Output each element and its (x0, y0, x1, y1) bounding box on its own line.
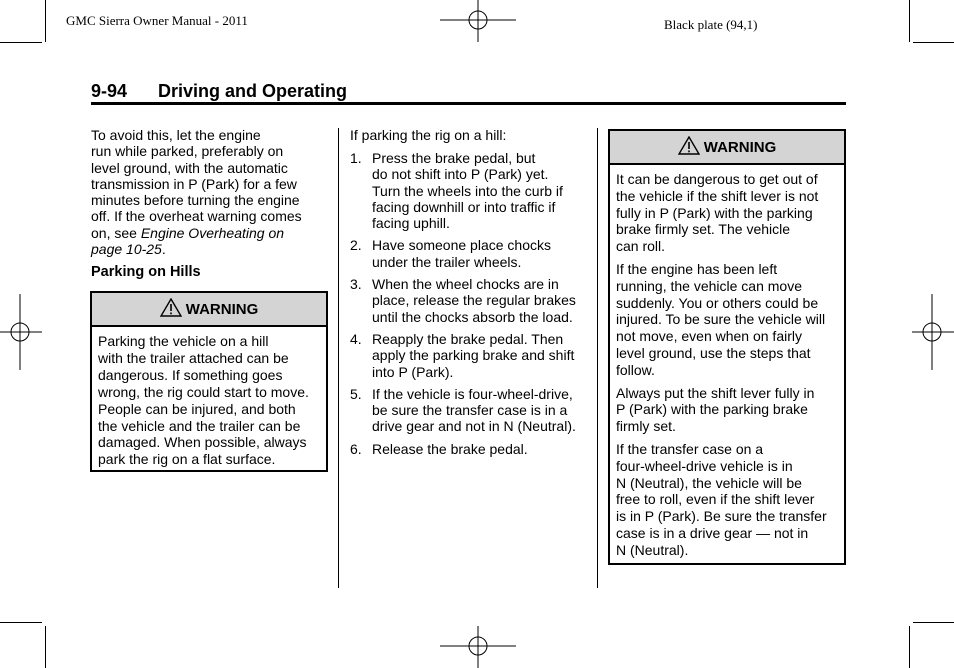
text-line: fully in P (Park) with the parking (616, 204, 813, 221)
text-line: under the trailer wheels. (372, 253, 522, 270)
text-line: drive gear and not in N (Neutral). (372, 418, 576, 435)
list-item (350, 441, 590, 457)
registration-mark-left (0, 294, 42, 370)
crop-mark (909, 0, 910, 42)
plate-label: Black plate (94,1) (664, 17, 758, 32)
text-line: It can be dangerous to get out of (616, 171, 818, 187)
text-line: free to roll, even if the shift lever (616, 491, 815, 508)
page-number: 9-94 (91, 81, 128, 101)
text-line: transmission in P (Park) for a few (91, 175, 297, 192)
text-line: If the engine has been left (616, 260, 778, 277)
text-line: apply the parking brake and shift (372, 347, 575, 364)
text-line: N (Neutral). (616, 541, 689, 558)
text-line: damaged. When possible, always (98, 434, 307, 451)
text-line: P (Park) with the parking brake (616, 401, 808, 418)
text-line: Release the brake pedal. (372, 440, 528, 457)
registration-mark-right (912, 294, 954, 370)
intro-paragraph (91, 127, 331, 257)
warning-label: WARNING (703, 138, 777, 156)
crop-mark (913, 622, 954, 623)
text-line: level ground, use the steps that (616, 344, 811, 361)
registration-mark-top (440, 0, 516, 42)
text-line (91, 225, 331, 241)
text-line: four-wheel-drive vehicle is in (616, 457, 793, 474)
warning-paragraph (616, 261, 838, 379)
text-line: park the rig on a flat surface. (98, 451, 276, 468)
text-line: do not shift into P (Park) yet. (372, 166, 549, 183)
text-line: Turn the wheels into the curb if (372, 182, 563, 199)
list-item (350, 237, 590, 270)
text-line: People can be injured, and both (98, 400, 296, 417)
warning-paragraph (616, 171, 838, 255)
text-line: place, release the regular brakes (372, 292, 576, 309)
text-line: suddenly. You or others could be (616, 294, 819, 311)
text-line: injured. To be sure the vehicle will (616, 311, 826, 328)
warning-box (90, 291, 328, 472)
text-line: running, the vehicle can move (616, 277, 802, 294)
text-line: wrong, the rig could start to move. (98, 383, 309, 400)
column-divider (338, 128, 339, 588)
text-line: Have someone place chocks (372, 237, 551, 254)
step-number: 3. (350, 276, 362, 293)
text-line: follow. (616, 361, 655, 378)
subheading: Parking on Hills (91, 264, 201, 280)
warning-triangle-icon (160, 298, 182, 321)
warning-paragraph (616, 385, 838, 435)
text-line: off. If the overheat warning comes (91, 208, 302, 225)
warning-body (610, 165, 844, 559)
cross-reference-page[interactable]: page 10-25 (91, 241, 162, 258)
text-line: level ground, with the automatic (91, 159, 288, 176)
text-line: run while parked, preferably on (91, 143, 284, 160)
text-line: If the transfer case on a (616, 440, 764, 457)
crop-mark (913, 42, 954, 43)
warning-paragraph (616, 441, 838, 559)
text-line: To avoid this, let the engine (91, 127, 261, 143)
warning-label: WARNING (185, 300, 259, 318)
list-item (350, 276, 590, 325)
text-line: dangerous. If something goes (98, 366, 283, 383)
text-line: minutes before turning the engine (91, 192, 300, 209)
warning-header (610, 131, 844, 165)
text-span: on, see (91, 224, 141, 241)
text-line: can roll. (616, 238, 666, 255)
warning-box (608, 129, 846, 565)
text-line: brake firmly set. The vehicle (616, 221, 791, 238)
page-header (91, 80, 846, 105)
text-line: If the vehicle is four-wheel-drive, (372, 385, 573, 402)
crop-mark (45, 626, 46, 668)
crop-mark (0, 42, 42, 43)
warning-body (92, 327, 326, 468)
list-item (350, 150, 590, 231)
text-line: case is in a drive gear — not in (616, 524, 809, 541)
section-title: Driving and Operating (158, 81, 348, 101)
text-line: facing uphill. (372, 215, 450, 232)
text-line: Parking the vehicle on a hill (98, 333, 269, 349)
steps-list (350, 150, 590, 457)
manual-title: GMC Sierra Owner Manual - 2011 (66, 13, 248, 28)
steps-intro: If parking the rig on a hill: (350, 127, 507, 143)
text-line: Always put the shift lever fully in (616, 384, 815, 401)
list-item (350, 386, 590, 435)
list-item (350, 331, 590, 380)
step-number: 1. (350, 150, 362, 166)
step-number: 4. (350, 330, 362, 347)
text-line: be sure the transfer case is in a (372, 402, 568, 419)
warning-header (92, 293, 326, 327)
text-line: firmly set. (616, 418, 676, 435)
warning-triangle-icon (678, 136, 700, 159)
cross-reference-link[interactable]: Engine Overheating on (140, 224, 285, 241)
text-line: Press the brake pedal, but (372, 150, 536, 166)
text-line: facing downhill or into traffic if (372, 198, 556, 215)
crop-mark (45, 0, 46, 42)
column-divider (597, 128, 598, 588)
registration-mark-bottom (440, 626, 516, 668)
step-number: 2. (350, 237, 362, 254)
text-line: is in P (Park). Be sure the transfer (616, 508, 827, 525)
text-line: the vehicle and the trailer can be (98, 417, 301, 434)
text-line: When the wheel chocks are in (372, 276, 559, 293)
step-number: 6. (350, 440, 362, 457)
text-line: the vehicle if the shift lever is not (616, 187, 819, 204)
text-line: not move, even when on fairly (616, 328, 802, 345)
text-line: with the trailer attached can be (98, 349, 289, 366)
crop-mark (909, 626, 910, 668)
text-line: until the chocks absorb the load. (372, 308, 573, 325)
crop-mark (0, 622, 42, 623)
text-line: Reapply the brake pedal. Then (372, 330, 564, 347)
text-line: into P (Park). (372, 363, 454, 380)
text-line: N (Neutral), the vehicle will be (616, 474, 802, 491)
text-span: . (161, 241, 166, 258)
step-number: 5. (350, 385, 362, 402)
text-line (91, 241, 331, 257)
